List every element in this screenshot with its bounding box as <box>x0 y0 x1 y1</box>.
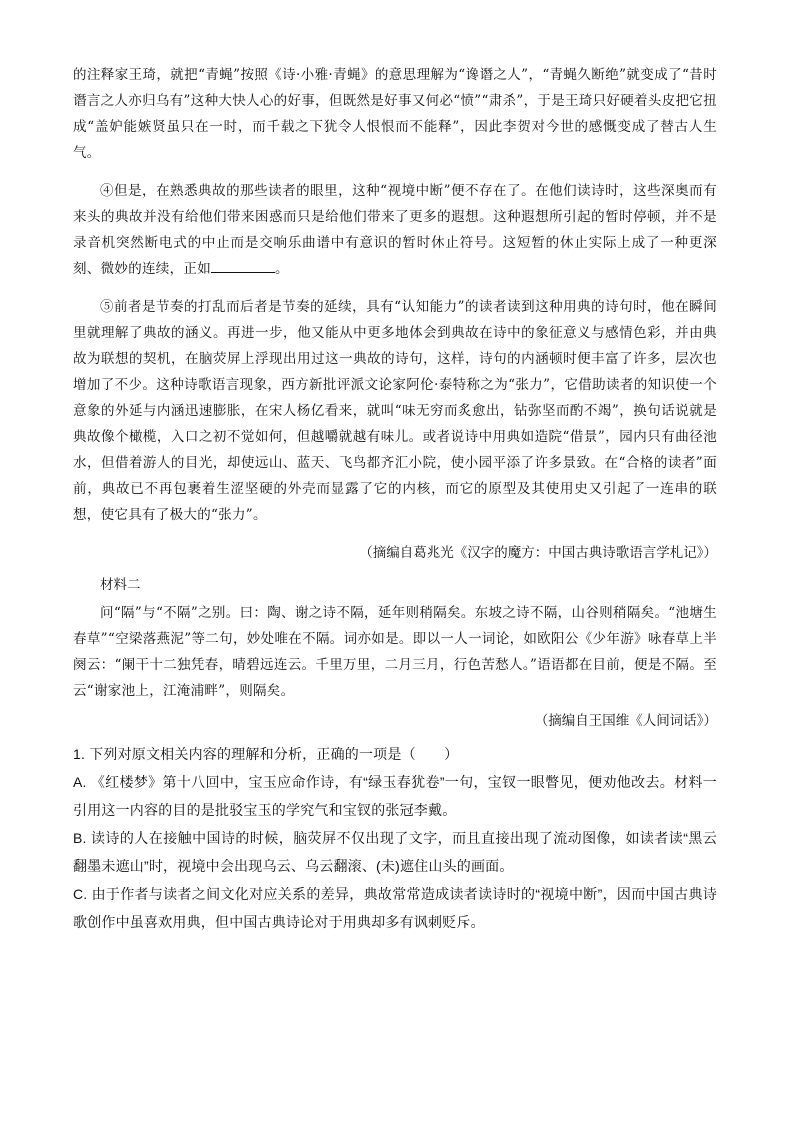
paragraph-4-end: 。 <box>275 261 289 277</box>
material-one-paragraph-continued: 的注释家王琦，就把“青蝇”按照《诗·小雅·青蝇》的意思理解为“谗谮之人”，“青蝇久断绝”就变成了“昔时谮言之人亦归乌有”这种大快人心的好事，但既然是好事又何必“愤”“肃杀”，于是王琦只好硬着头皮把它扭成“盖妒能嫉贤虽只在一时，而千载之下犹令人恨恨而不能释”，因此李贺对今世的感慨变成了替古人生气。 <box>73 67 717 161</box>
material-two-heading: 材料二 <box>100 577 141 593</box>
question-1-option-c: C. 由于作者与读者之间文化对应关系的差异，典故常常造成读者读诗时的“视境中断”，因而中国古典诗歌创作中虽喜欢用典，但中国古典诗论对于用典却多有讽刺贬斥。 <box>73 886 717 930</box>
fill-in-blank <box>211 256 275 273</box>
document-page <box>73 62 717 936</box>
material-two-source: （摘编自王国维《人间词话》） <box>534 713 717 729</box>
question-1-option-b: B. 读诗的人在接触中国诗的时候，脑荧屏不仅出现了文字，而且直接出现了流动图像，如读者读“黑云翻墨未遮山”时，视境中会出现乌云、乌云翻滚、(未)遮住山头的画面。 <box>73 830 717 874</box>
material-one-paragraph-5: ⑤前者是节奏的打乱而后者是节奏的延续，具有“认知能力”的读者读到这种用典的诗句时，他在瞬间里就理解了典故的涵义。再进一步，他又能从中更多地体会到典故在诗中的象征意义与感情色彩，并由典故为联想的契机，在脑荧屏上浮现出用过这一典故的诗句，这样，诗句的内涵顿时便丰富了许多，层次也增加了不少。这种诗歌语言现象，西方新批评派文论家阿伦·泰特称之为“张力”，它借助读者的知识使一个意象的外延与内涵迅速膨胀，在宋人杨亿看来，就叫“味无穷而炙愈出，钻弥坚而酌不竭”，换句话说就是典故像个橄榄，入口之初不觉如何，但越嚼就越有味儿。或者说诗中用典如造院“借景”，园内只有曲径池水，但借着游人的目光，却使远山、蓝天、飞鸟都齐汇小院，使小园平添了许多景致。在“合格的读者”面前，典故已不再包裹着生涩坚硬的外壳而显露了它的内核，而它的原型及其使用史又引起了一连串的联想，使它具有了极大的“张力”。 <box>73 299 717 523</box>
question-1-option-a: A. 《红楼梦》第十八回中，宝玉应命作诗，有“绿玉春犹卷”一句，宝钗一眼瞥见，便劝他改去。材料一引用这一内容的目的是批驳宝玉的学究气和宝钗的张冠李戴。 <box>73 774 717 818</box>
material-two-paragraph: 问“隔”与“不隔”之别。曰：陶、谢之诗不隔，延年则稍隔矣。东坡之诗不隔，山谷则稍隔矣。“池塘生春草”“空梁落燕泥”等二句，妙处唯在不隔。词亦如是。即以一人一词论，如欧阳公《少年游》咏春草上半阕云：“阑干十二独凭春，晴碧远连云。千里万里，二月三月，行色苦愁人。”语语都在目前，便是不隔。至云“谢家池上，江淹浦畔”，则隔矣。 <box>73 605 717 699</box>
material-one-source: （摘编自葛兆光《汉字的魔方：中国古典诗歌语言学札记》） <box>359 545 717 561</box>
material-one-paragraph-4 <box>73 178 717 282</box>
question-1-stem: 1. 下列对原文相关内容的理解和分析，正确的一项是（ ） <box>73 746 459 762</box>
paragraph-4-text: ④但是，在熟悉典故的那些读者的眼里，这种“视境中断”便不存在了。在他们读诗时，这些深奥而有来头的典故并没有给他们带来困惑而只是给他们带来了更多的遐想。这种遐想所引起的暂时停顿，并不是录音机突然断电式的中止而是交响乐曲谱中有意识的暂时休止符号。这短暂的休止实际上成了一种更深刻、微妙的连续，正如 <box>73 183 717 277</box>
